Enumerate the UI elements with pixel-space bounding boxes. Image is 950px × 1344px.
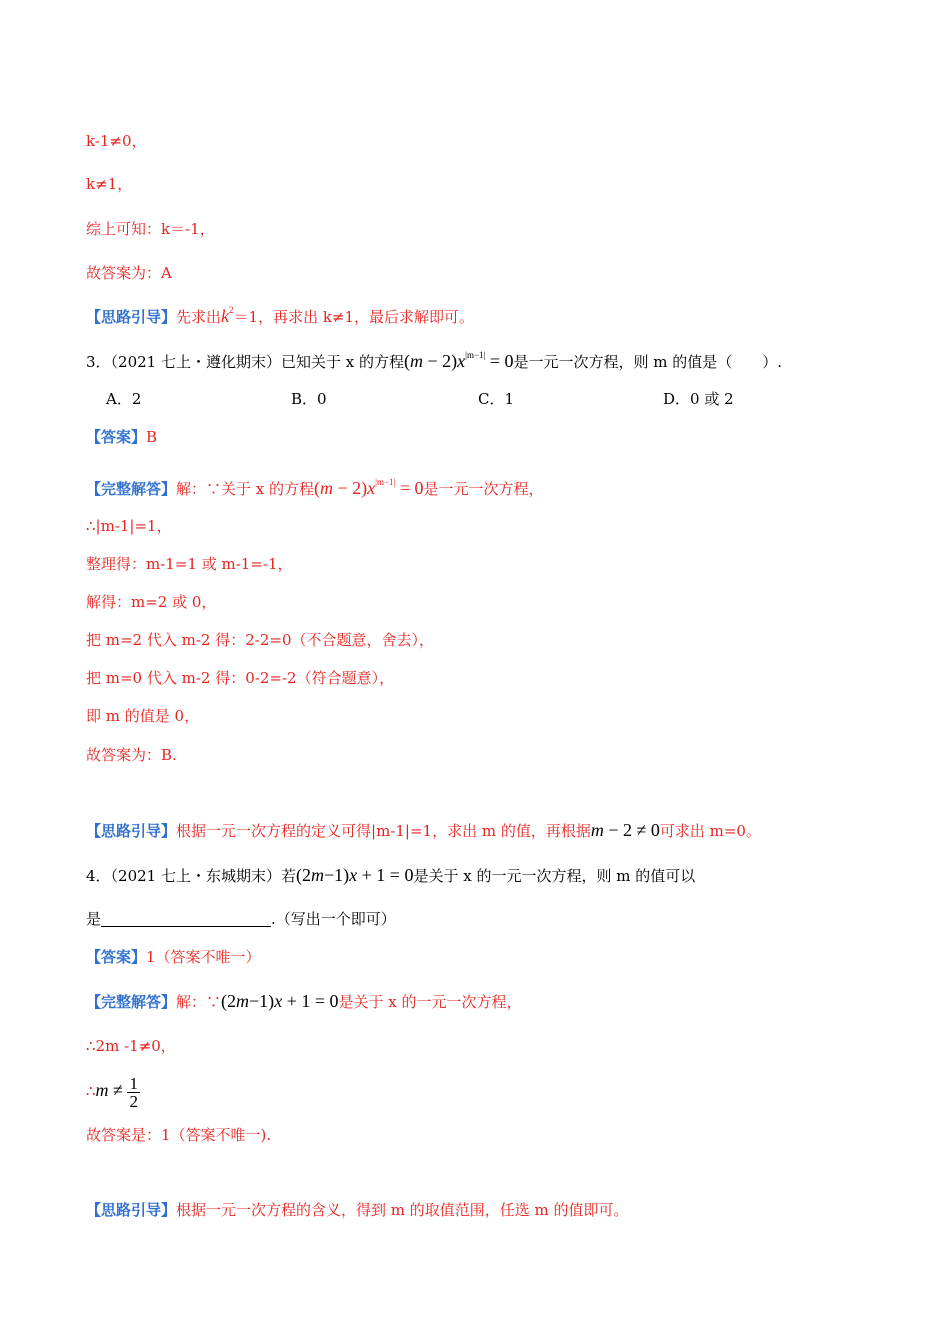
math-equation: (2m−1)x + 1 = 0 <box>296 865 414 885</box>
solution-line: ∴2m -1≠0， <box>86 1037 176 1055</box>
solution-line: 即 m 的值是 0， <box>86 707 200 725</box>
solution-paragraph: 【完整解答】解：∵关于 x 的方程$(m - 2)x^{|m-1|} = 0$是一元一次方程， <box>86 477 544 498</box>
math-expr: m − 2 ≠ 0 <box>590 820 660 840</box>
option-b: B．0 <box>291 390 327 408</box>
solution-line: k-1≠0， <box>86 132 147 150</box>
solution-paragraph: 【完整解答】解：∵(2m−1)x + 1 = 0是关于 x 的一元一次方程， <box>86 991 522 1011</box>
option-a: A．2 <box>106 390 142 408</box>
solution-line: 故答案为：B. <box>86 746 177 764</box>
solution-tag: 【完整解答】 <box>86 480 177 498</box>
solution-line: 把 m=2 代入 m-2 得：2-2=0（不合题意，舍去）， <box>86 631 435 649</box>
math-equation: $(m - 2)x^{|m-1|} = 0$ <box>314 477 424 498</box>
answer-line: 故答案为：A <box>86 264 172 282</box>
answer-blank[interactable] <box>101 912 271 927</box>
question-stem-continued: 是 .（写出一个即可） <box>86 910 396 928</box>
solution-line: 整理得：m-1=1 或 m-1=-1， <box>86 555 293 573</box>
solution-line: ∴m ≠ $\frac{1}{2}$ <box>86 1073 138 1111</box>
solution-line: 解得：m=2 或 0， <box>86 593 217 611</box>
solution-line: 故答案是：1（答案不唯一). <box>86 1126 272 1144</box>
solution-tag: 【完整解答】 <box>86 993 177 1011</box>
answer-paragraph: 【答案】B <box>86 428 158 446</box>
hint-tag: 【思路引导】 <box>86 1201 177 1219</box>
hint-paragraph: 【思路引导】根据一元一次方程的定义可得|m-1|=1，求出 m 的值，再根据m − 2 ≠ 0可求出 m=0。 <box>86 820 761 840</box>
solution-line: 综上可知：k＝-1， <box>86 220 215 238</box>
hint-paragraph: 【思路引导】先求出$k^2=1$，再求出 k≠1，最后求解即可。 <box>86 305 475 326</box>
question-stem: 4．（2021 七上・东城期末）若(2m−1)x + 1 = 0是关于 x 的一元一次方程，则 m 的值可以 <box>86 865 696 885</box>
answer-tag: 【答案】 <box>86 948 147 966</box>
solution-line: k≠1， <box>86 175 133 193</box>
hint-tag: 【思路引导】 <box>86 822 177 840</box>
answer-tag: 【答案】 <box>86 428 147 446</box>
fraction: $\frac{1}{2}$ <box>129 1073 138 1111</box>
math-expr: m ≠ <box>95 1080 128 1100</box>
solution-line: 把 m=0 代入 m-2 得：0-2=-2（符合题意）， <box>86 669 395 687</box>
option-c: C．1 <box>478 390 515 408</box>
hint-tag: 【思路引导】 <box>86 308 177 326</box>
math-expr: $k^2$ <box>221 305 234 326</box>
solution-line: ∴|m-1|=1， <box>86 517 172 535</box>
question-stem: 3．（2021 七上・遵化期末）已知关于 x 的方程$(m - 2)x^{|m-1|} = 0$是一元一次方程，则 m 的值是（ ）. <box>86 350 783 371</box>
math-equation: (2m−1)x + 1 = 0 <box>221 991 339 1011</box>
answer-paragraph: 【答案】1（答案不唯一） <box>86 948 261 966</box>
hint-paragraph: 【思路引导】根据一元一次方程的含义，得到 m 的取值范围，任选 m 的值即可。 <box>86 1201 629 1219</box>
math-equation: $(m - 2)x^{|m-1|} = 0$ <box>403 350 514 371</box>
option-d: D．0 或 2 <box>663 390 734 408</box>
